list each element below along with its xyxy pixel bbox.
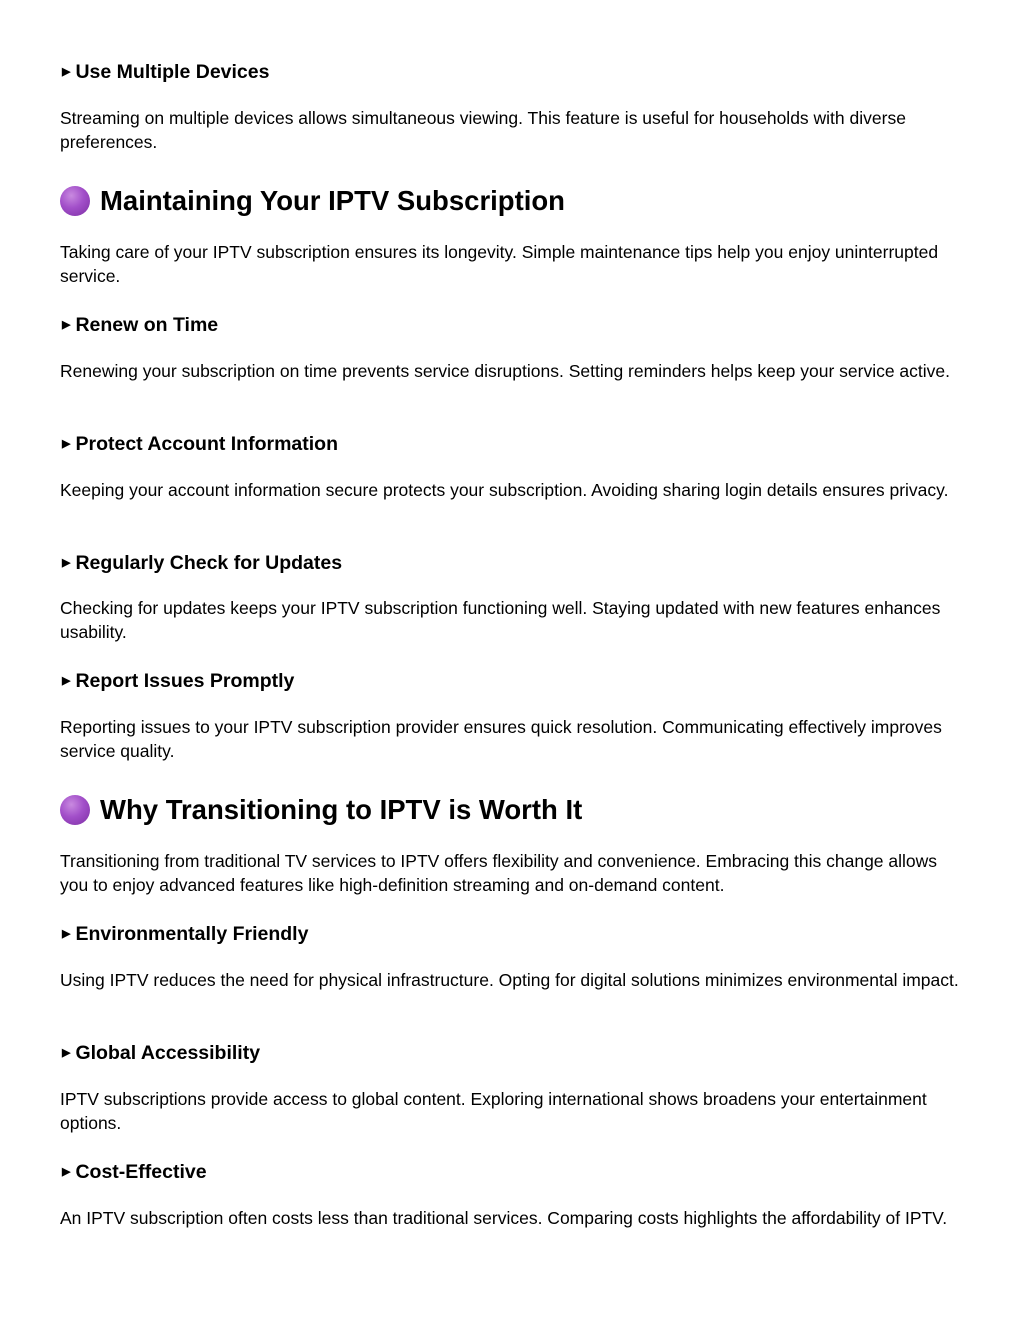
purple-circle-icon bbox=[60, 186, 90, 216]
triangle-right-icon: ▶ bbox=[62, 1166, 71, 1178]
triangle-right-icon: ▶ bbox=[62, 1047, 71, 1059]
heading-why-transitioning bbox=[60, 792, 960, 828]
subheading-text: Global Accessibility bbox=[75, 1042, 261, 1064]
paragraph: Transitioning from traditional TV services to IPTV offers flexibility and convenience. Embracing this change allows you to enjoy advanced features like high-definition streaming and on-demand content. bbox=[60, 851, 938, 895]
paragraph: IPTV subscriptions provide access to global content. Exploring international shows broadens your entertainment options. bbox=[60, 1089, 927, 1133]
paragraph: Reporting issues to your IPTV subscription provider ensures quick resolution. Communicating effectively improves service quality. bbox=[60, 717, 942, 761]
paragraph: An IPTV subscription often costs less than traditional services. Comparing costs highlights the affordability of IPTV. bbox=[60, 1208, 948, 1228]
heading-text: Maintaining Your IPTV Subscription bbox=[100, 185, 565, 216]
subheading-use-multiple-devices bbox=[60, 60, 960, 84]
subheading-cost-effective bbox=[60, 1160, 960, 1184]
triangle-right-icon: ▶ bbox=[62, 66, 71, 78]
subheading-text: Regularly Check for Updates bbox=[75, 552, 343, 574]
paragraph: Keeping your account information secure protects your subscription. Avoiding sharing login details ensures privacy. bbox=[60, 480, 949, 500]
subheading-text: Report Issues Promptly bbox=[75, 670, 295, 692]
paragraph: Streaming on multiple devices allows simultaneous viewing. This feature is useful for households with diverse preferences. bbox=[60, 108, 906, 152]
heading-text: Why Transitioning to IPTV is Worth It bbox=[100, 794, 583, 825]
subheading-environmentally-friendly bbox=[60, 922, 960, 946]
triangle-right-icon: ▶ bbox=[62, 438, 71, 450]
subheading-report-issues bbox=[60, 669, 960, 693]
subheading-check-updates bbox=[60, 551, 960, 575]
triangle-right-icon: ▶ bbox=[62, 675, 71, 687]
subheading-text: Use Multiple Devices bbox=[75, 61, 270, 83]
subheading-text: Cost-Effective bbox=[75, 1161, 207, 1183]
triangle-right-icon: ▶ bbox=[62, 928, 71, 940]
subheading-text: Protect Account Information bbox=[75, 433, 339, 455]
paragraph: Renewing your subscription on time prevents service disruptions. Setting reminders helps keep your service active. bbox=[60, 361, 951, 381]
triangle-right-icon: ▶ bbox=[62, 557, 71, 569]
paragraph: Taking care of your IPTV subscription ensures its longevity. Simple maintenance tips help you enjoy uninterrupted service. bbox=[60, 242, 939, 286]
paragraph: Checking for updates keeps your IPTV subscription functioning well. Staying updated with new features enhances usability. bbox=[60, 598, 941, 642]
subheading-global-accessibility bbox=[60, 1041, 960, 1065]
triangle-right-icon: ▶ bbox=[62, 319, 71, 331]
subheading-renew-on-time bbox=[60, 313, 960, 337]
subheading-text: Renew on Time bbox=[75, 314, 219, 336]
paragraph: Using IPTV reduces the need for physical infrastructure. Opting for digital solutions minimizes environmental impact. bbox=[60, 970, 959, 990]
heading-maintaining-subscription bbox=[60, 183, 960, 219]
purple-circle-icon bbox=[60, 795, 90, 825]
subheading-protect-account bbox=[60, 432, 960, 456]
subheading-text: Environmentally Friendly bbox=[75, 923, 309, 945]
